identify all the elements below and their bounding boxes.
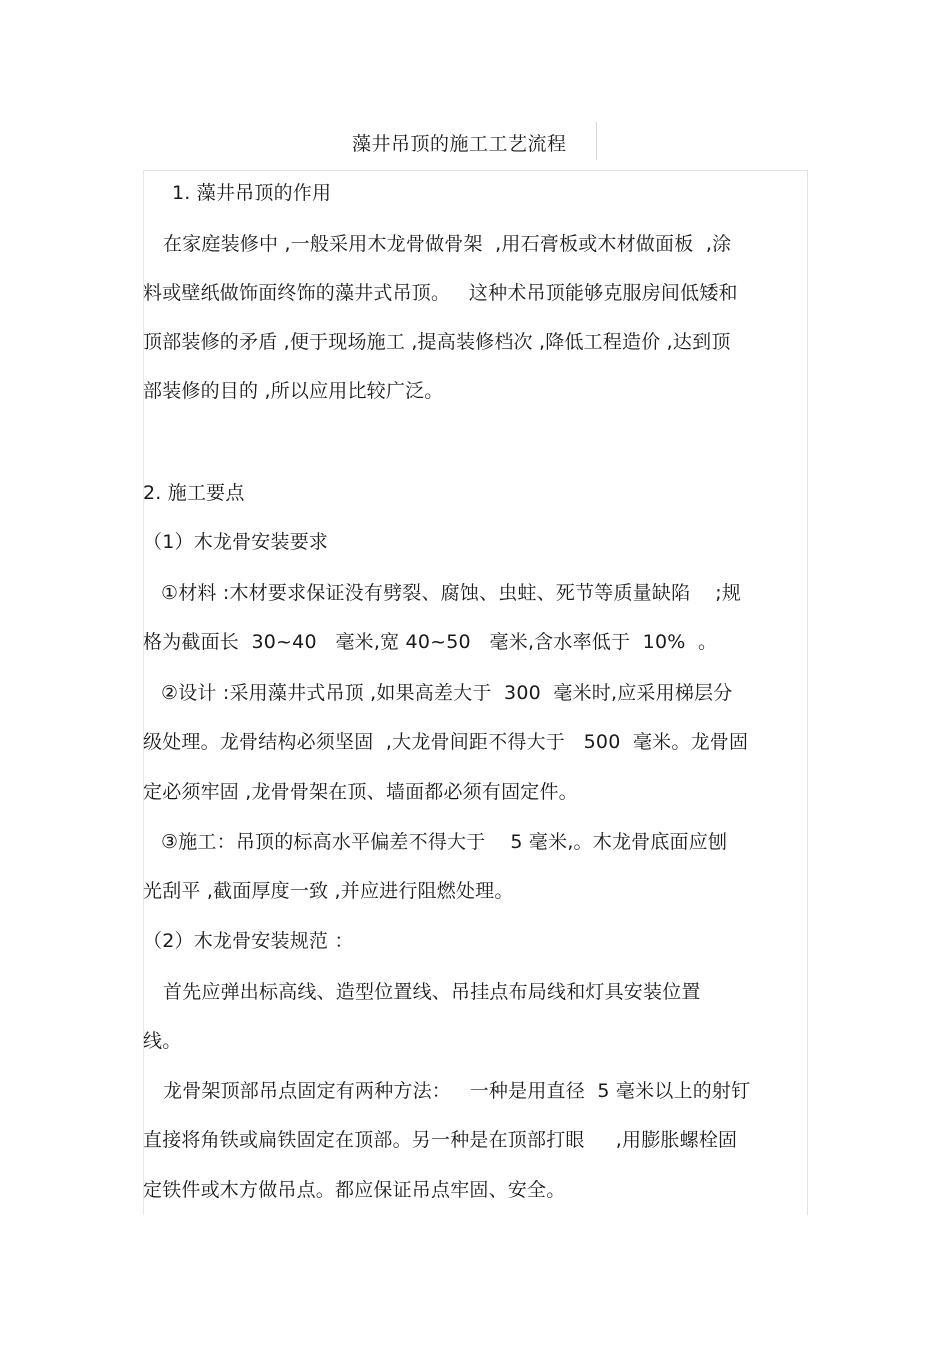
title-divider xyxy=(596,122,597,160)
content-frame-top-border xyxy=(143,170,808,171)
paragraph-line: 部装修的目的 ,所以应用比较广泛。 xyxy=(143,380,444,402)
paragraph-line: 顶部装修的矛盾 ,便于现场施工 ,提高装修档次 ,降低工程造价 ,达到顶 xyxy=(143,331,731,353)
subsection-heading: （1）木龙骨安装要求 xyxy=(143,531,329,553)
paragraph-line: 级处理。龙骨结构必须坚固 ,大龙骨间距不得大于 500 毫米。龙骨固 xyxy=(143,731,749,753)
paragraph-line: 直接将角铁或扁铁固定在顶部。另一种是在顶部打眼 ,用膨胀螺栓固 xyxy=(143,1129,738,1151)
paragraph-line: ③施工：吊顶的标高水平偏差不得大于 5 毫米,。木龙骨底面应刨 xyxy=(161,831,728,853)
paragraph-line: 格为截面长 30~40 毫米,宽 40~50 毫米,含水率低于 10% 。 xyxy=(143,631,718,653)
section-heading-key-points: 2. 施工要点 xyxy=(143,482,245,504)
paragraph-line: 光刮平 ,截面厚度一致 ,并应进行阻燃处理。 xyxy=(143,880,514,902)
paragraph-line: 料或壁纸做饰面终饰的藻井式吊顶。 这种术吊顶能够克服房间低矮和 xyxy=(143,282,738,304)
paragraph-line: 首先应弹出标高线、造型位置线、吊挂点布局线和灯具安装位置 xyxy=(163,981,701,1003)
subsection-heading: （2）木龙骨安装规范 ： xyxy=(143,930,354,952)
paragraph-line: 龙骨架顶部吊点固定有两种方法： 一种是用直径 5 毫米以上的射钉 xyxy=(163,1080,751,1102)
content-frame-right-border xyxy=(807,170,808,1215)
section-heading-purpose: 1. 藻井吊顶的作用 xyxy=(172,182,332,204)
document-title: 藻井吊顶的施工工艺流程 xyxy=(352,133,567,155)
paragraph-line: ①材料 :木材要求保证没有劈裂、腐蚀、虫蛀、死节等质量缺陷 ;规 xyxy=(161,582,742,604)
paragraph-line: ②设计 :采用藻井式吊顶 ,如果高差大于 300 毫米时,应采用梯层分 xyxy=(161,682,733,704)
paragraph-line: 在家庭装修中 ,一般采用木龙骨做骨架 ,用石膏板或木材做面板 ,涂 xyxy=(163,233,732,255)
paragraph-line: 定必须牢固 ,龙骨骨架在顶、墙面都必须有固定件。 xyxy=(143,781,578,803)
content-frame-left-border xyxy=(143,170,144,1215)
paragraph-line: 定铁件或木方做吊点。都应保证吊点牢固、安全。 xyxy=(143,1179,566,1201)
paragraph-line: 线。 xyxy=(143,1030,182,1052)
